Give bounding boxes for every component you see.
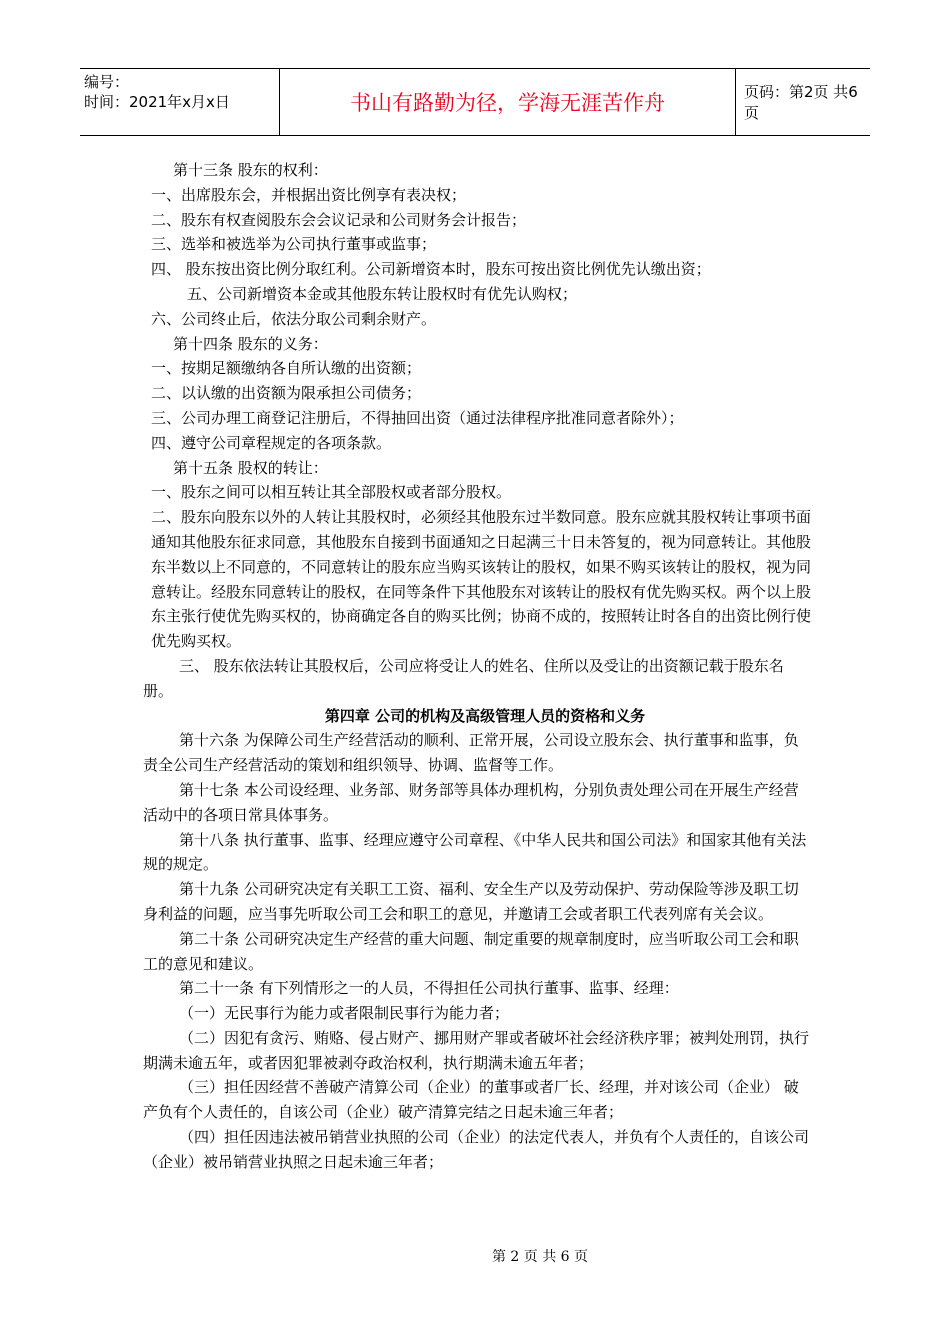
paragraph: 二、股东有权查阅股东会会议记录和公司财务会计报告； — [151, 210, 527, 229]
page-header — [80, 68, 870, 136]
paragraph: 第二十条 公司研究决定生产经营的重大问题、制定重要的规章制度时，应当听取公司工会和职工的意见和建议。 — [143, 929, 799, 973]
paragraph: 三、选举和被选举为公司执行董事或监事； — [151, 235, 437, 254]
header-left-cell — [80, 69, 280, 135]
paragraph: 四、 股东按出资比例分取红利。公司新增资本时，股东可按出资比例优先认缴出资； — [151, 260, 711, 279]
document-body — [143, 158, 811, 1175]
paragraph: 第十五条 股权的转让： — [173, 458, 328, 477]
chapter-heading: 第四章 公司的机构及高级管理人员的资格和义务 — [324, 706, 646, 725]
document-date-label: 时间：2021年x月x日 — [84, 93, 230, 111]
paragraph: 一、股东之间可以相互转让其全部股权或者部分股权。 — [151, 483, 512, 502]
paragraph: （四）担任因违法被吊销营业执照的公司（企业）的法定代表人，并负有个人责任的，自该公司（企业）被吊销营业执照之日起未逾三年者； — [143, 1128, 810, 1171]
paragraph: 第二十一条 有下列情形之一的人员，不得担任公司执行董事、监事、经理： — [179, 979, 679, 998]
paragraph: 第十六条 为保障公司生产经营活动的顺利、正常开展，公司设立股东会、执行董事和监事，负责全公司生产经营活动的策划和组织领导、协调、监督等工作。 — [143, 731, 799, 775]
header-motto: 书山有路勤为径，学海无涯苦作舟 — [280, 69, 736, 135]
header-page-number: 页码：第2页 共6页 — [744, 83, 858, 122]
paragraph: 第十三条 股东的权利： — [173, 161, 328, 179]
paragraph: 四、遵守公司章程规定的各项条款。 — [151, 433, 392, 452]
paragraph: 第十八条 执行董事、监事、经理应遵守公司章程、《中华人民共和国公司法》和国家其他有关法规的规定。 — [143, 830, 807, 874]
paragraph: 二、股东向股东以外的人转让其股权时，必须经其他股东过半数同意。股东应就其股权转让事项书面通知其他股东征求同意，其他股东自接到书面通知之日起满三十日未答复的，视为同意转让。其他股东半数以上不同意的，不同意转让的股东应当购买该转让的股权，如果不购买该转让的股权，视为同意转让。经股东同意转让的股权，在同等条件下其他股东对该转让的股权有优先购买权。两个以上股东主张行使优先购买权的，协商确定各自的购买比例；协商不成的，按照转让时各自的出资比例行使优先购买权。 — [151, 508, 812, 651]
paragraph: （一）无民事行为能力或者限制民事行为能力者； — [179, 1004, 510, 1023]
paragraph: 六、公司终止后，依法分取公司剩余财产。 — [151, 309, 437, 328]
paragraph: 一、出席股东会，并根据出资比例享有表决权； — [151, 185, 467, 204]
paragraph: 第十七条 本公司设经理、业务部、财务部等具体办理机构，分别负责处理公司在开展生产经营活动中的各项日常具体事务。 — [143, 780, 799, 824]
paragraph: 三、公司办理工商登记注册后，不得抽回出资（通过法律程序批准同意者除外）； — [151, 408, 684, 427]
paragraph: 三、 股东依法转让其股权后，公司应将受让人的姓名、住所以及受让的出资额记载于股东名册。 — [143, 656, 784, 700]
paragraph: （三）担任因经营不善破产清算公司（企业）的董事或者厂长、经理，并对该公司（企业） 破产负有个人责任的，自该公司（企业）破产清算完结之日起未逾三年者； — [143, 1078, 799, 1122]
paragraph: 五、公司新增资本金或其他股东转让股权时有优先认购权； — [187, 284, 578, 303]
paragraph: 第十九条 公司研究决定有关职工工资、福利、安全生产以及劳动保护、劳动保险等涉及职工切身利益的问题，应当事先听取公司工会和职工的意见，并邀请工会或者职工代表列席有关会议。 — [143, 880, 799, 923]
paragraph: （二）因犯有贪污、贿赂、侵占财产、挪用财产罪或者破坏社会经济秩序罪；被判处刑罚，执行期满未逾五年，或者因犯罪被剥夺政治权利，执行期满未逾五年者； — [143, 1028, 810, 1072]
paragraph: 第十四条 股东的义务： — [173, 334, 328, 353]
page-footer: 第 2 页 共 6 页 — [491, 1249, 589, 1265]
paragraph: 一、按期足额缴纳各自所认缴的出资额； — [151, 359, 422, 378]
paragraph: 二、以认缴的出资额为限承担公司债务； — [151, 384, 422, 403]
document-number-label: 编号： — [84, 73, 130, 91]
